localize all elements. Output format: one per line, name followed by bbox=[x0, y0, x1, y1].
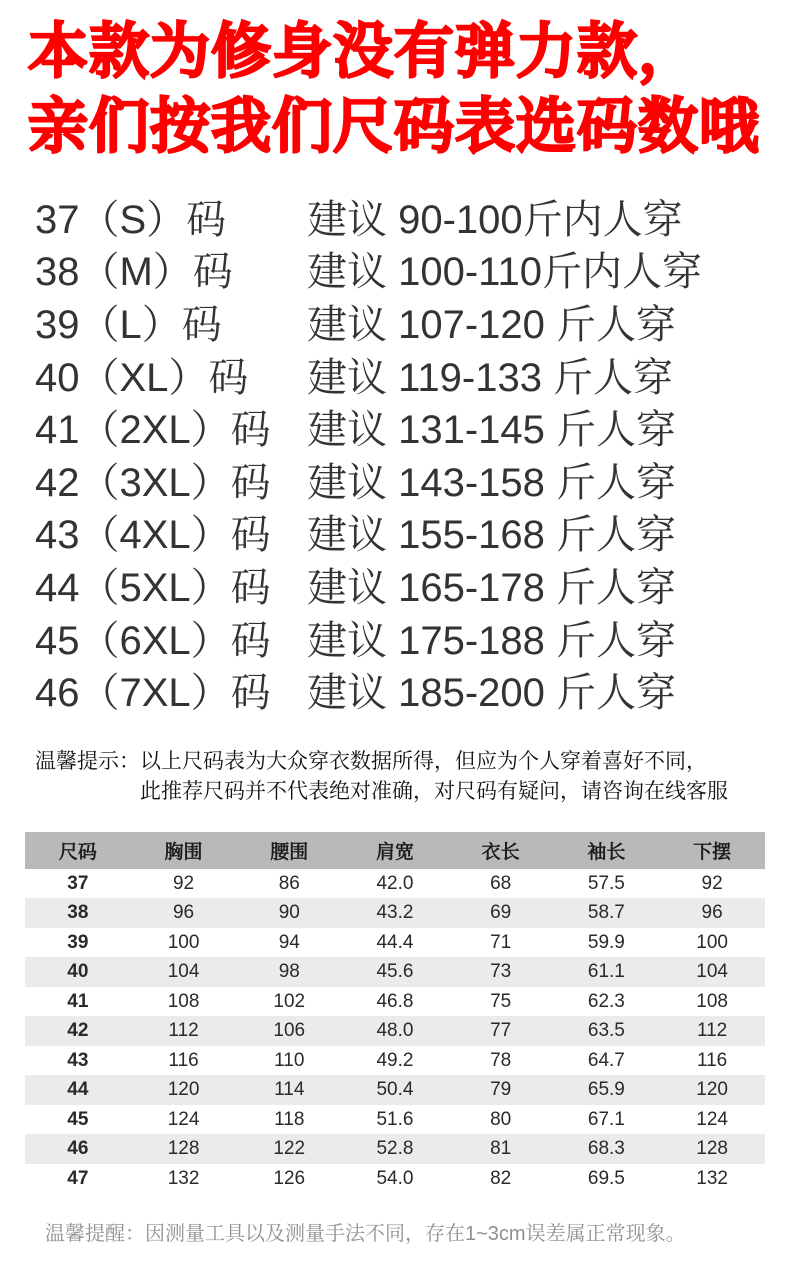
size-code-cell: 46 bbox=[67, 1138, 89, 1160]
size-recommendation-row bbox=[35, 348, 790, 401]
size-code-cell: 44 bbox=[67, 1079, 89, 1101]
notice-text bbox=[140, 746, 728, 806]
table-row bbox=[25, 928, 765, 958]
measurement-cell: 98 bbox=[278, 961, 300, 983]
size-recommendation-row bbox=[35, 506, 790, 559]
page-title bbox=[0, 0, 790, 164]
measurement-cell: 42.0 bbox=[376, 872, 414, 894]
measurement-cell: 122 bbox=[273, 1138, 306, 1160]
measurement-cell: 51.6 bbox=[376, 1108, 414, 1130]
table-row bbox=[25, 987, 765, 1017]
size-code-cell: 47 bbox=[67, 1167, 89, 1189]
measurement-cell: 94 bbox=[278, 931, 300, 953]
measurement-cell: 45.6 bbox=[376, 961, 414, 983]
measurement-cell: 54.0 bbox=[376, 1167, 414, 1189]
measurement-cell: 100 bbox=[696, 931, 728, 953]
measurement-cell: 57.5 bbox=[587, 872, 625, 894]
measurement-cell: 81 bbox=[490, 1138, 512, 1160]
measurement-cell: 132 bbox=[167, 1167, 200, 1189]
measurement-cell: 69.5 bbox=[587, 1167, 625, 1189]
measurement-cell: 59.9 bbox=[587, 931, 625, 953]
size-code-label: 39（L）码 bbox=[35, 302, 222, 347]
measurement-cell: 120 bbox=[167, 1079, 200, 1101]
table-row bbox=[25, 1046, 765, 1076]
size-recommendation-row bbox=[35, 611, 790, 664]
weight-advice-label: 建议 143-158 斤人穿 bbox=[307, 460, 677, 505]
size-code-label: 38（M）码 bbox=[35, 250, 233, 295]
size-recommendation-list bbox=[0, 190, 790, 716]
measurement-cell: 78 bbox=[490, 1049, 512, 1071]
measurement-cell: 118 bbox=[274, 1108, 305, 1130]
column-header: 袖长 bbox=[554, 832, 660, 869]
size-code-label: 42（3XL）码 bbox=[35, 460, 271, 505]
table-row bbox=[25, 1164, 765, 1194]
measurement-cell: 100 bbox=[167, 931, 200, 953]
heading-line-2: 亲们按我们尺码表选码数哦 bbox=[28, 93, 760, 160]
measurement-cell: 116 bbox=[168, 1049, 199, 1071]
weight-advice-label: 建议 107-120 斤人穿 bbox=[307, 302, 677, 347]
measurement-cell: 124 bbox=[167, 1108, 200, 1130]
measurement-cell: 96 bbox=[701, 902, 723, 924]
column-header: 衣长 bbox=[448, 832, 554, 869]
table-row bbox=[25, 869, 765, 899]
measurement-cell: 43.2 bbox=[376, 902, 414, 924]
size-code-label: 43（4XL）码 bbox=[35, 513, 271, 558]
size-recommendation-row bbox=[35, 243, 790, 296]
measurement-cell: 77 bbox=[490, 1020, 512, 1042]
measurement-cell: 114 bbox=[274, 1079, 305, 1101]
weight-advice-label: 建议 185-200 斤人穿 bbox=[307, 671, 677, 716]
heading-line-1: 本款为修身没有弹力款， bbox=[28, 18, 699, 85]
measurement-cell: 64.7 bbox=[587, 1049, 625, 1071]
measurement-cell: 110 bbox=[274, 1049, 305, 1071]
measurement-cell: 128 bbox=[696, 1138, 728, 1160]
size-code-cell: 37 bbox=[67, 872, 89, 894]
measurement-cell: 67.1 bbox=[587, 1108, 625, 1130]
notice-line: 此推荐尺码并不代表绝对准确，对尺码有疑问，请咨询在线客服 bbox=[140, 778, 728, 803]
measurement-cell: 102 bbox=[273, 990, 306, 1012]
measurement-cell: 132 bbox=[696, 1167, 728, 1189]
measurement-cell: 62.3 bbox=[587, 990, 625, 1012]
weight-advice-label: 建议 165-178 斤人穿 bbox=[307, 565, 677, 610]
weight-advice-label: 建议 155-168 斤人穿 bbox=[307, 513, 677, 558]
weight-advice-label: 建议 131-145 斤人穿 bbox=[307, 408, 677, 453]
measurement-cell: 104 bbox=[696, 961, 728, 983]
measurement-cell: 96 bbox=[172, 902, 195, 924]
size-measurement-table bbox=[25, 832, 765, 1194]
measurement-cell: 71 bbox=[490, 931, 512, 953]
measurement-cell: 79 bbox=[490, 1079, 512, 1101]
notice-line: 以上尺码表为大众穿衣数据所得，但应为个人穿着喜好不同， bbox=[140, 748, 707, 773]
measurement-disclaimer-label: 温馨提醒： bbox=[45, 1223, 145, 1246]
column-header: 腰围 bbox=[236, 832, 342, 869]
measurement-cell: 116 bbox=[696, 1049, 728, 1071]
weight-advice-label: 建议 119-133 斤人穿 bbox=[307, 355, 674, 400]
size-code-label: 44（5XL）码 bbox=[35, 565, 271, 610]
column-header: 尺码 bbox=[25, 832, 131, 869]
table-row bbox=[25, 1016, 765, 1046]
size-code-cell: 43 bbox=[67, 1049, 89, 1071]
weight-advice-label: 建议 90-100斤内人穿 bbox=[307, 197, 683, 242]
measurement-cell: 46.8 bbox=[376, 990, 414, 1012]
measurement-cell: 63.5 bbox=[587, 1020, 625, 1042]
measurement-cell: 108 bbox=[696, 990, 728, 1012]
size-code-cell: 40 bbox=[67, 961, 89, 983]
measurement-cell: 82 bbox=[490, 1167, 512, 1189]
size-recommendation-row bbox=[35, 453, 790, 506]
measurement-cell: 112 bbox=[696, 1020, 728, 1042]
measurement-cell: 61.1 bbox=[587, 961, 625, 983]
weight-advice-label: 建议 100-110斤内人穿 bbox=[307, 250, 702, 295]
measurement-cell: 124 bbox=[696, 1108, 728, 1130]
measurement-cell: 128 bbox=[167, 1138, 200, 1160]
measurement-cell: 44.4 bbox=[376, 931, 414, 953]
size-recommendation-row bbox=[35, 558, 790, 611]
measurement-cell: 104 bbox=[167, 961, 200, 983]
table-row bbox=[25, 898, 765, 928]
size-code-label: 37（S）码 bbox=[35, 197, 227, 242]
table-row bbox=[25, 1075, 765, 1105]
size-code-cell: 42 bbox=[67, 1020, 89, 1042]
measurement-cell: 68.3 bbox=[587, 1138, 625, 1160]
measurement-cell: 52.8 bbox=[376, 1138, 414, 1160]
measurement-cell: 48.0 bbox=[376, 1020, 414, 1042]
measurement-cell: 92 bbox=[701, 872, 723, 894]
size-code-label: 41（2XL）码 bbox=[35, 408, 271, 453]
table-row bbox=[25, 1105, 765, 1135]
size-code-label: 40（XL）码 bbox=[35, 355, 249, 400]
notice-label: 温馨提示： bbox=[35, 748, 140, 773]
measurement-cell: 75 bbox=[490, 990, 512, 1012]
measurement-cell: 80 bbox=[490, 1108, 512, 1130]
measurement-cell: 106 bbox=[273, 1020, 306, 1042]
weight-advice-label: 建议 175-188 斤人穿 bbox=[307, 618, 677, 663]
measurement-disclaimer-text: 因测量工具以及测量手法不同，存在1~3cm误差属正常现象。 bbox=[145, 1223, 686, 1246]
measurement-disclaimer bbox=[45, 1217, 790, 1246]
measurement-cell: 69 bbox=[490, 902, 512, 924]
measurement-cell: 90 bbox=[278, 902, 300, 924]
column-header: 下摆 bbox=[659, 832, 765, 869]
measurement-cell: 49.2 bbox=[376, 1049, 414, 1071]
column-header: 肩宽 bbox=[342, 832, 448, 869]
size-recommendation-row bbox=[35, 295, 790, 348]
measurement-cell: 126 bbox=[273, 1167, 306, 1189]
measurement-cell: 58.7 bbox=[587, 902, 625, 924]
size-recommendation-row bbox=[35, 190, 790, 243]
measurement-cell: 112 bbox=[168, 1020, 199, 1042]
measurement-cell: 86 bbox=[278, 872, 300, 894]
size-recommendation-row bbox=[35, 400, 790, 453]
size-code-cell: 45 bbox=[67, 1108, 89, 1130]
table-row bbox=[25, 1134, 765, 1164]
measurement-cell: 108 bbox=[167, 990, 200, 1012]
measurement-cell: 50.4 bbox=[376, 1079, 414, 1101]
measurement-cell: 68 bbox=[490, 872, 512, 894]
size-recommendation-row bbox=[35, 663, 790, 716]
size-code-label: 46（7XL）码 bbox=[35, 671, 271, 716]
size-code-label: 45（6XL）码 bbox=[35, 618, 271, 663]
measurement-cell: 92 bbox=[172, 872, 195, 894]
column-header: 胸围 bbox=[131, 832, 237, 869]
size-code-cell: 39 bbox=[67, 931, 89, 953]
table-header-row bbox=[25, 832, 765, 869]
table-row bbox=[25, 957, 765, 987]
measurement-cell: 120 bbox=[696, 1079, 728, 1101]
measurement-cell: 73 bbox=[490, 961, 512, 983]
sizing-notice bbox=[0, 746, 790, 806]
size-code-cell: 41 bbox=[67, 990, 89, 1012]
size-code-cell: 38 bbox=[67, 902, 89, 924]
measurement-cell: 65.9 bbox=[587, 1079, 625, 1101]
